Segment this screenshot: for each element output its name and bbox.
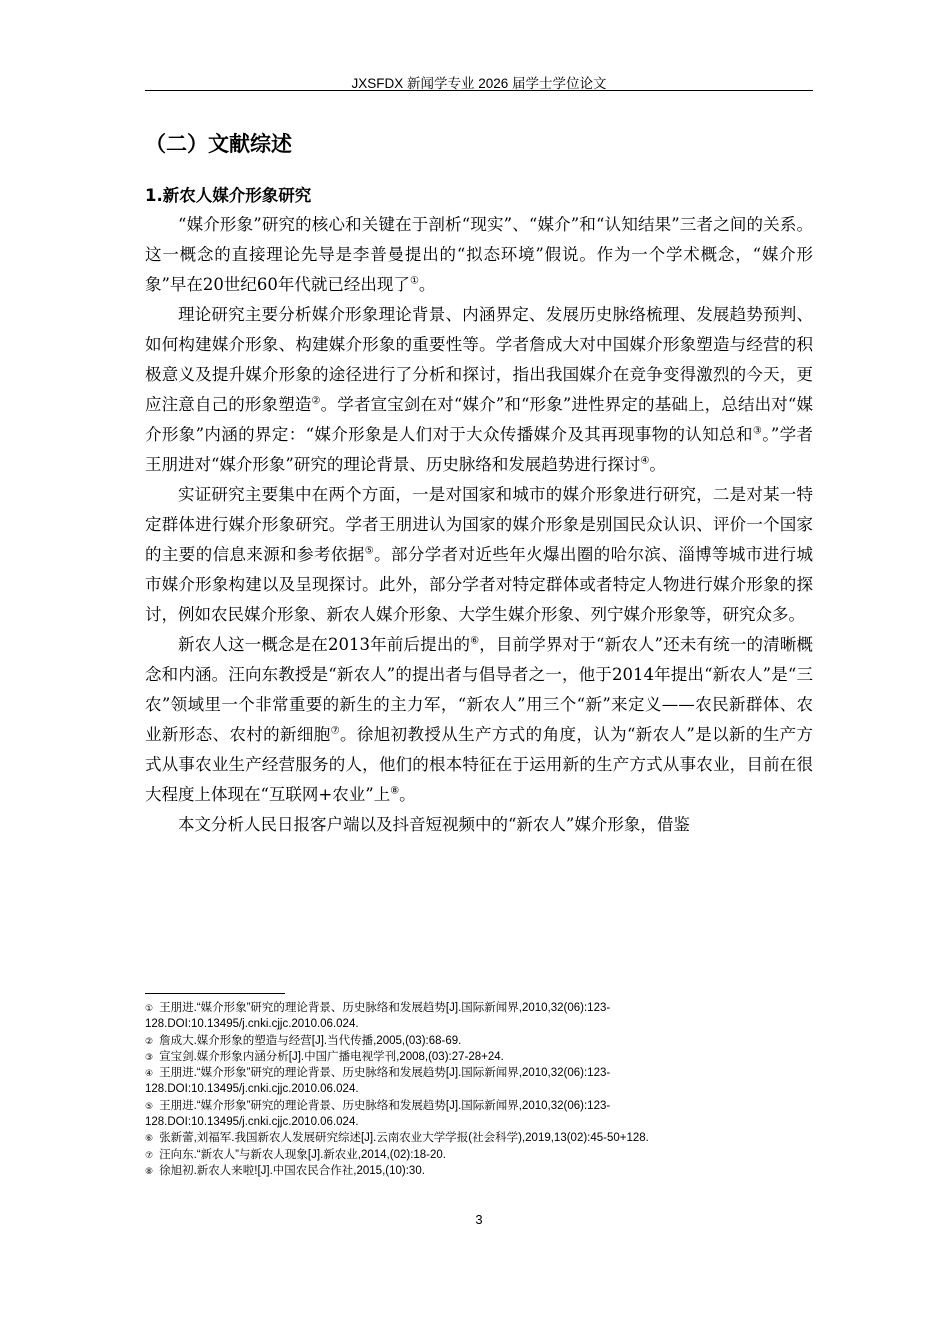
paragraph-1: “媒介形象”研究的核心和关键在于剖析“现实”、“媒介”和“认知结果”三者之间的关系。这一概念的直接理论先导是李普曼提出的“拟态环境”假说。作为一个学术概念，“媒介形象”早在20世纪60年代就已经出现了①。 — [145, 215, 813, 294]
footnote-1 — [145, 1000, 813, 1033]
paragraph-5: 本文分析人民日报客户端以及抖音短视频中的“新农人”媒介形象，借鉴 — [178, 815, 690, 834]
subsection-heading: 1.新农人媒介形象研究 — [145, 186, 312, 205]
footnote-text: 张新蕾,刘福军.我国新农人发展研究综述[J].云南农业大学学报(社会科学),2019,13(02):45-50+128. — [159, 1132, 649, 1145]
footnote-7 — [145, 1147, 813, 1163]
footnote-text: 宣宝剑.媒介形象内涵分析[J].中国广播电视学刊,2008,(03):27-28+24. — [159, 1050, 504, 1063]
footnote-6 — [145, 1130, 813, 1146]
footnote-ref-2[interactable]: ② — [311, 395, 321, 407]
footnote-4 — [145, 1065, 813, 1098]
page-number: 3 — [475, 1212, 483, 1227]
footnote-mark: ④ — [145, 1068, 154, 1079]
header-rule — [145, 90, 813, 91]
paragraph-2: 理论研究主要分析媒介形象理论背景、内涵界定、发展历史脉络梳理、发展趋势预判、如何构建媒介形象、构建媒介形象的重要性等。学者詹成大对中国媒介形象塑造与经营的积极意义及提升媒介形象的途径进行了分析和探讨，指出我国媒介在竞争变得激烈的今天，更应注意自己的形象塑造②。学者宣宝剑在对“媒介”和“形象”进性界定的基础上，总结出对“媒介形象”内涵的界定：“媒介形象是人们对于大众传播媒介及其再现事物的认知总和③。”学者王朋进对“媒介形象”研究的理论背景、历史脉络和发展趋势进行探讨④。 — [145, 305, 814, 474]
footnote-mark: ⑥ — [145, 1133, 154, 1144]
paragraph-4: 新农人这一概念是在2013年前后提出的⑥，目前学界对于“新农人”还未有统一的清晰概念和内涵。汪向东教授是“新农人”的提出者与倡导者之一，他于2014年提出“新农人”是“三农”领域里一个非常重要的新生的主力军，“新农人”用三个“新”来定义——农民新群体、农业新形态、农村的新细胞⑦。徐旭初教授从生产方式的角度，认为“新农人”是以新的生产方式从事农业生产经营服务的人，他们的根本特征在于运用新的生产方式从事农业，目前在很大程度上体现在“互联网+农业”上⑧。 — [145, 635, 813, 804]
running-header: JXSFDX 新闻学专业 2026 届学士学位论文 — [351, 76, 607, 91]
footnote-mark: ⑦ — [145, 1149, 154, 1160]
footnote-mark: ⑤ — [145, 1100, 154, 1111]
paragraph-3: 实证研究主要集中在两个方面，一是对国家和城市的媒介形象进行研究，二是对某一特定群体进行媒介形象研究。学者王朋进认为国家的媒介形象是别国民众认识、评价一个国家的主要的信息来源和参考依据⑤。部分学者对近些年火爆出圈的哈尔滨、淄博等城市进行城市媒介形象构建以及呈现探讨。此外，部分学者对特定群体或者特定人物进行媒介形象的探讨，例如农民媒介形象、新农人媒介形象、大学生媒介形象、列宁媒介形象等，研究众多。 — [145, 485, 814, 624]
footnote-mark: ① — [145, 1003, 154, 1013]
footnote-mark: ⑧ — [145, 1165, 154, 1176]
footnote-ref-8[interactable]: ⑧ — [390, 785, 400, 797]
footnote-text: 詹成大.媒介形象的塑造与经营[J].当代传播,2005,(03):68-69. — [159, 1034, 462, 1047]
section-heading: （二）文献综述 — [145, 132, 292, 156]
footnote-8 — [145, 1163, 813, 1179]
footnote-ref-5[interactable]: ⑤ — [364, 545, 375, 557]
footnote-ref-7[interactable]: ⑦ — [330, 725, 341, 737]
footnote-ref-1[interactable]: ① — [409, 275, 419, 287]
footnote-5 — [145, 1098, 813, 1131]
footnote-3 — [145, 1049, 813, 1065]
footnote-separator — [145, 993, 285, 994]
footnote-ref-3[interactable]: ③ — [752, 425, 763, 437]
footnote-text: 王朋进.“媒介形象”研究的理论背景、历史脉络和发展趋势[J].国际新闻界,2010,32(06):123-128.DOI:10.13495/j.cnki.cjjc.2010.06.024. — [145, 1002, 611, 1031]
footnote-text: 王朋进.“媒介形象”研究的理论背景、历史脉络和发展趋势[J].国际新闻界,2010,32(06):123-128.DOI:10.13495/j.cnki.cjjc.2010.06.024. — [145, 1099, 611, 1129]
footnote-ref-6[interactable]: ⑥ — [470, 635, 480, 647]
footnote-text: 王朋进.“媒介形象”研究的理论背景、历史脉络和发展趋势[J].国际新闻界,2010,32(06):123-128.DOI:10.13495/j.cnki.cjjc.2010.06.024. — [145, 1067, 611, 1096]
footnotes — [145, 1000, 813, 1179]
footnote-ref-4[interactable]: ④ — [640, 455, 650, 467]
footnote-2 — [145, 1033, 813, 1049]
footnote-mark: ② — [145, 1035, 154, 1046]
body-text — [145, 210, 813, 840]
footnote-mark: ③ — [145, 1051, 154, 1062]
footnote-text: 汪向东.“新农人”与新农人现象[J].新农业,2014,(02):18-20. — [159, 1148, 446, 1161]
footnote-text: 徐旭初.新农人来啦![J].中国农民合作社,2015,(10):30. — [159, 1164, 425, 1177]
